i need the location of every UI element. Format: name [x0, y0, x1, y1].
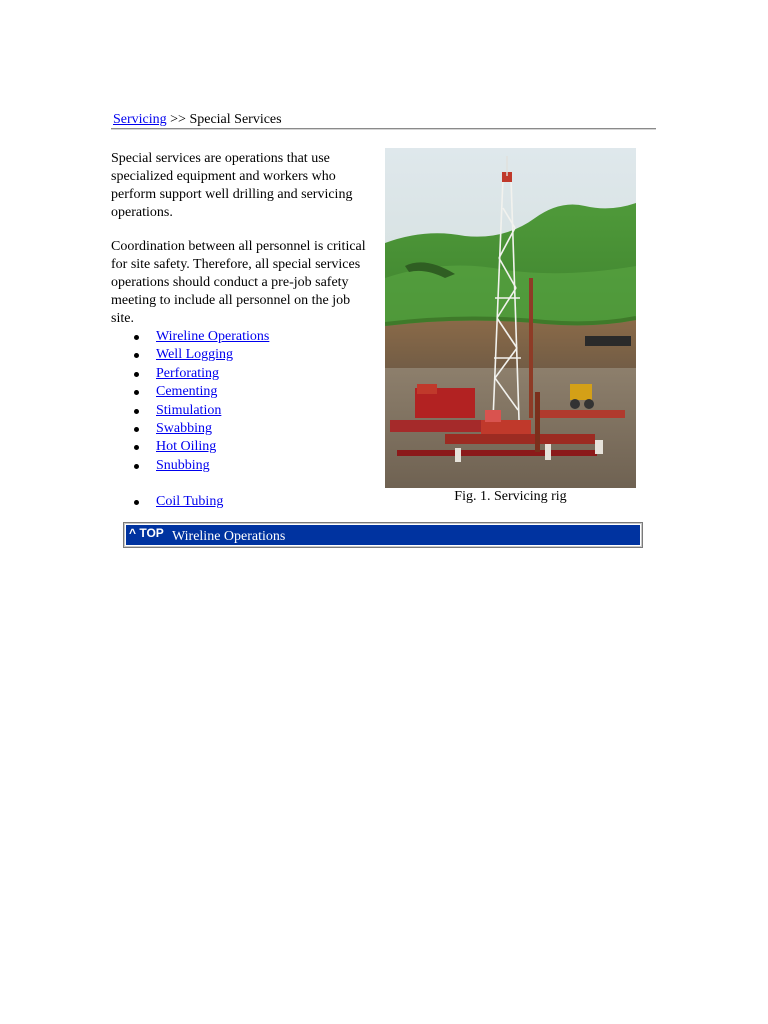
section-header-fill	[126, 525, 640, 545]
list-item	[111, 457, 371, 475]
service-links-list	[111, 328, 371, 512]
list-item	[111, 346, 371, 364]
link-coil-tubing[interactable]: Coil Tubing	[156, 494, 224, 510]
breadcrumb	[113, 111, 282, 129]
list-item	[111, 402, 371, 420]
figure-caption: Fig. 1. Servicing rig	[454, 489, 567, 504]
link-swabbing[interactable]: Swabbing	[156, 421, 212, 437]
link-well-logging[interactable]: Well Logging	[156, 347, 234, 363]
list-item	[111, 438, 371, 456]
back-to-top-link[interactable]: ^ TOP	[129, 526, 164, 540]
list-item	[111, 365, 371, 383]
intro-text	[111, 150, 371, 328]
link-cementing[interactable]: Cementing	[156, 384, 218, 400]
list-item	[111, 328, 371, 346]
header-divider	[111, 128, 656, 130]
list-item	[111, 383, 371, 401]
servicing-rig-photo	[385, 148, 636, 488]
link-stimulation[interactable]: Stimulation	[156, 402, 222, 418]
section-title: Wireline Operations	[172, 529, 286, 544]
section-header-bar	[123, 522, 643, 548]
intro-paragraph-1: Special services are operations that use specialized equipment and workers who perform support well drilling and servicing operations.	[111, 151, 353, 220]
link-snubbing[interactable]: Snubbing	[156, 457, 210, 473]
list-item	[111, 420, 371, 438]
link-wireline-operations[interactable]: Wireline Operations	[156, 329, 270, 344]
breadcrumb-separator: >>	[170, 112, 186, 127]
breadcrumb-current: Special Services	[189, 112, 282, 127]
link-hot-oiling[interactable]: Hot Oiling	[156, 439, 217, 455]
list-item	[111, 493, 371, 511]
intro-paragraph-2: Coordination between all personnel is critical for site safety. Therefore, all special services operations should conduct a pre-job safety meeting to include all personnel on the job site.	[111, 239, 366, 326]
link-perforating[interactable]: Perforating	[156, 365, 219, 381]
breadcrumb-link-servicing[interactable]: Servicing	[113, 112, 167, 127]
